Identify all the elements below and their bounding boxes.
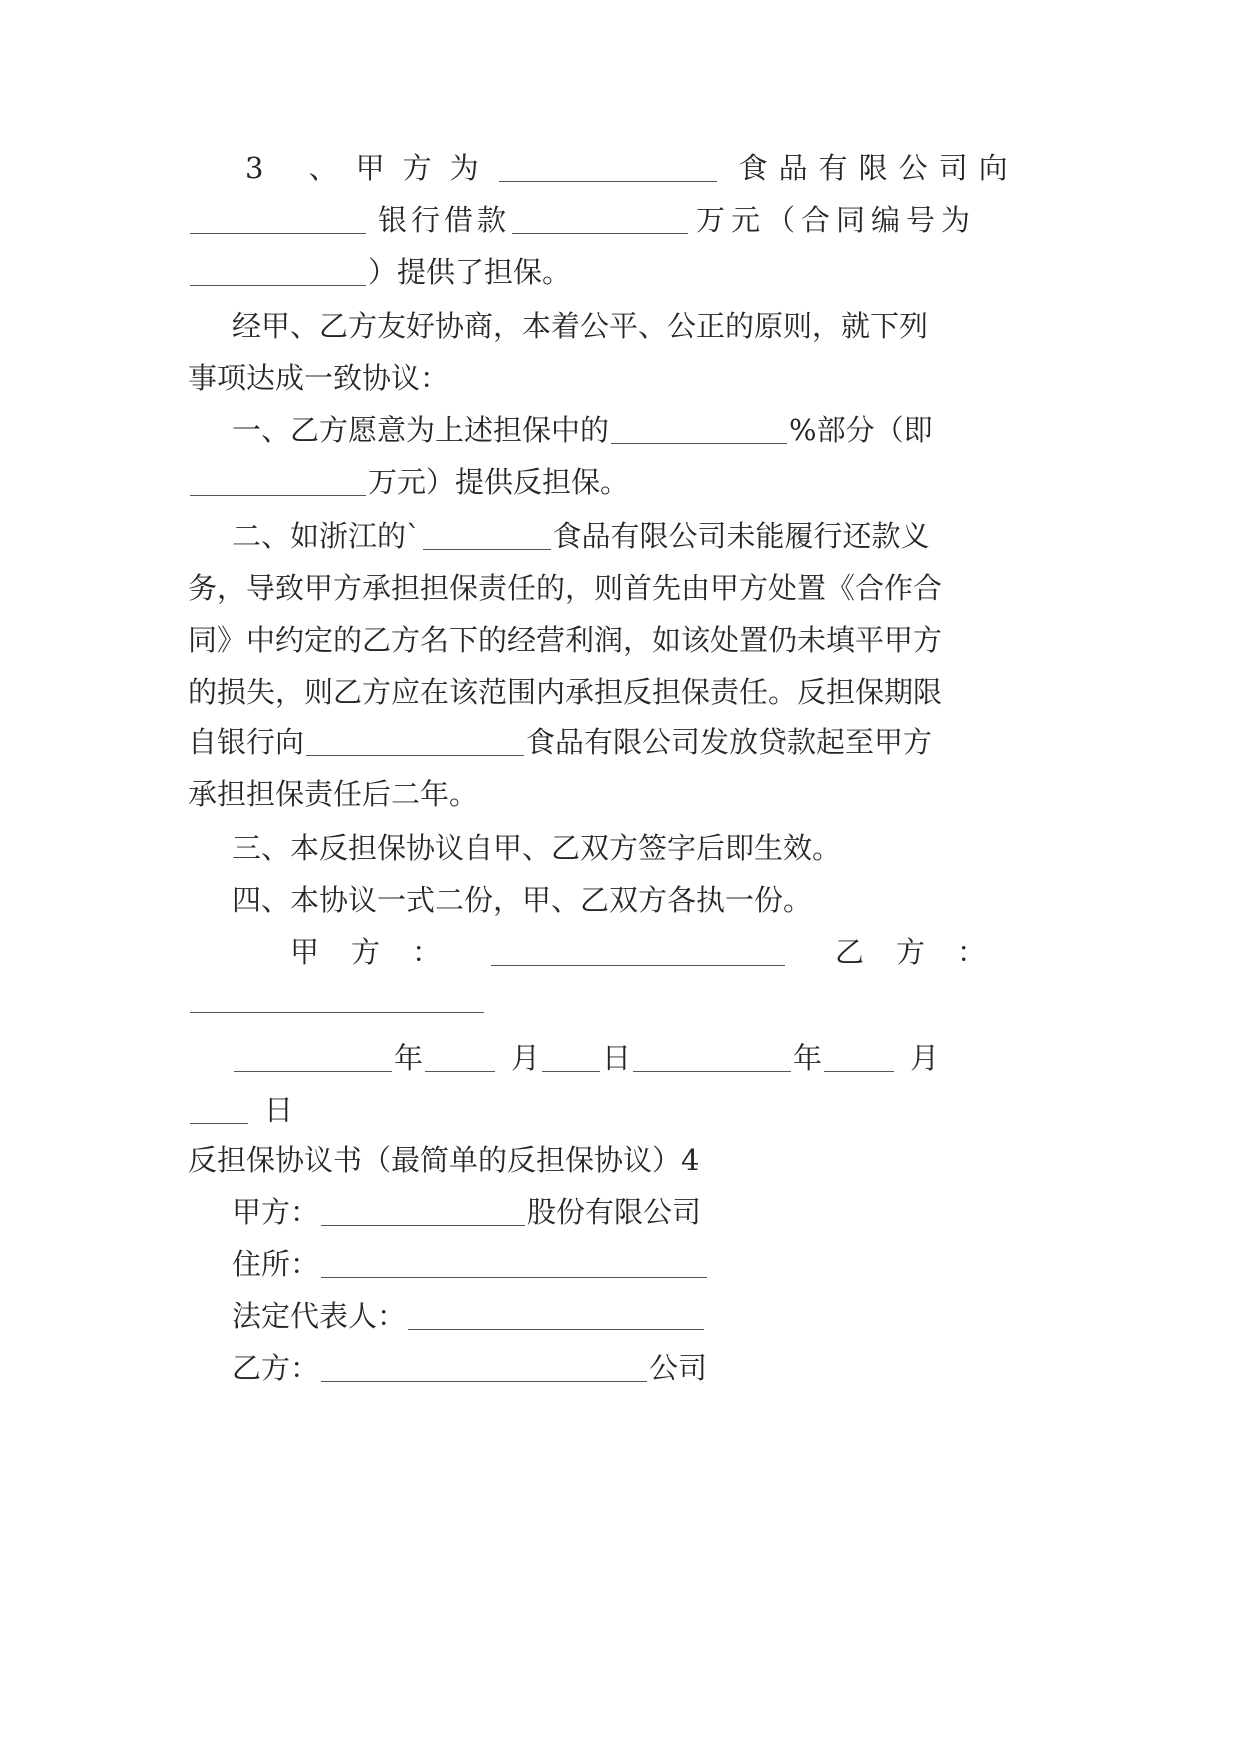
clause-3-text-b: 食品有限公司向 <box>738 151 1019 185</box>
day-label-b: 日 <box>264 1093 294 1127</box>
date-line-2 <box>188 1090 293 1130</box>
doc4-party-a-label: 甲方： <box>232 1195 320 1229</box>
signature-line <box>290 932 1018 972</box>
item-1-text-a: 一、乙方愿意为上述担保中的 <box>232 413 610 447</box>
doc4-party-b-label: 乙方： <box>232 1351 320 1385</box>
clause-3-text-d: 万元（合同编号为 <box>696 203 977 237</box>
blank-doc4-party-b <box>321 1355 647 1382</box>
party-b-sign-label: 乙方： <box>835 935 1019 969</box>
item-4: 四、本协议一式二份，甲、乙双方各执一份。 <box>232 883 813 917</box>
clause-3-line-3 <box>188 252 571 292</box>
item-2-text-b: 食品有限公司未能履行还款义 <box>552 519 930 553</box>
item-2-line-5 <box>188 722 932 762</box>
blank-party-b-signature <box>190 986 484 1013</box>
doc4-address-label: 住所： <box>232 1247 320 1281</box>
doc4-party-a-line <box>232 1192 701 1232</box>
blank-day-b <box>190 1097 248 1124</box>
item-3: 三、本反担保协议自甲、乙双方签字后即生效。 <box>232 831 842 865</box>
doc4-legal-rep-line <box>232 1296 706 1336</box>
blank-company-name <box>499 155 717 182</box>
day-label-a: 日 <box>602 1041 632 1075</box>
month-label-a: 月 <box>511 1041 541 1075</box>
blank-amount <box>190 469 366 496</box>
consult-line-2: 事项达成一致协议： <box>188 361 450 395</box>
clause-3-text-c: 银行借款 <box>378 203 511 237</box>
blank-month-b <box>824 1045 894 1072</box>
document-4-title: 反担保协议书（最简单的反担保协议）4 <box>188 1143 700 1177</box>
clause-3-line-1 <box>245 148 1019 188</box>
blank-month-a <box>425 1045 495 1072</box>
item-2-line-2: 务，导致甲方承担担保责任的，则首先由甲方处置《合作合 <box>188 571 943 605</box>
consult-line-1: 经甲、乙方友好协商，本着公平、公正的原则，就下列 <box>232 309 929 343</box>
item-2-line-4: 的损失，则乙方应在该范围内承担反担保责任。反担保期限 <box>188 675 943 709</box>
doc4-party-a-suffix: 股份有限公司 <box>527 1195 702 1229</box>
item-1-text-c: 万元）提供反担保。 <box>368 465 630 499</box>
item-2-line-6: 承担担保责任后二年。 <box>188 777 479 811</box>
blank-bank-name <box>190 207 366 234</box>
item-1-line-1 <box>232 410 933 450</box>
item-2-text-a: 二、如浙江的` <box>232 519 421 553</box>
blank-party-a-signature <box>491 939 785 966</box>
blank-year-a <box>234 1045 392 1072</box>
party-b-signature-line <box>188 986 486 1013</box>
blank-contract-number <box>190 259 366 286</box>
month-label-b: 月 <box>910 1041 940 1075</box>
blank-doc4-party-a <box>321 1199 525 1226</box>
item-1-text-b: %部分（即 <box>789 413 933 447</box>
date-line <box>232 1038 939 1078</box>
blank-percentage <box>611 417 787 444</box>
blank-doc4-address <box>321 1251 707 1278</box>
item-2-line-3: 同》中约定的乙方名下的经营利润，如该处置仍未填平甲方 <box>188 623 943 657</box>
blank-zhejiang-company <box>423 523 551 550</box>
clause-3-line-2 <box>188 200 976 240</box>
item-2-text-l5a: 自银行向 <box>188 725 305 759</box>
party-a-sign-label: 甲方： <box>290 935 474 969</box>
year-label-a: 年 <box>394 1041 424 1075</box>
year-label-b: 年 <box>793 1041 823 1075</box>
clause-3-text-a: 3 、甲方为 <box>245 151 497 185</box>
blank-year-b <box>633 1045 791 1072</box>
doc4-party-b-line <box>232 1348 707 1388</box>
item-1-line-2 <box>188 462 629 502</box>
blank-loan-amount <box>512 207 688 234</box>
item-2-line-1 <box>232 516 930 556</box>
blank-doc4-legal-rep <box>408 1303 704 1330</box>
item-2-text-l5b: 食品有限公司发放贷款起至甲方 <box>526 725 933 759</box>
doc4-party-b-suffix: 公司 <box>649 1351 708 1385</box>
clause-3-text-e: ）提供了担保。 <box>368 255 572 289</box>
blank-borrower-company <box>306 729 524 756</box>
doc4-address-line <box>232 1244 709 1284</box>
blank-day-a <box>542 1045 600 1072</box>
doc4-legal-rep-label: 法定代表人： <box>232 1299 407 1333</box>
